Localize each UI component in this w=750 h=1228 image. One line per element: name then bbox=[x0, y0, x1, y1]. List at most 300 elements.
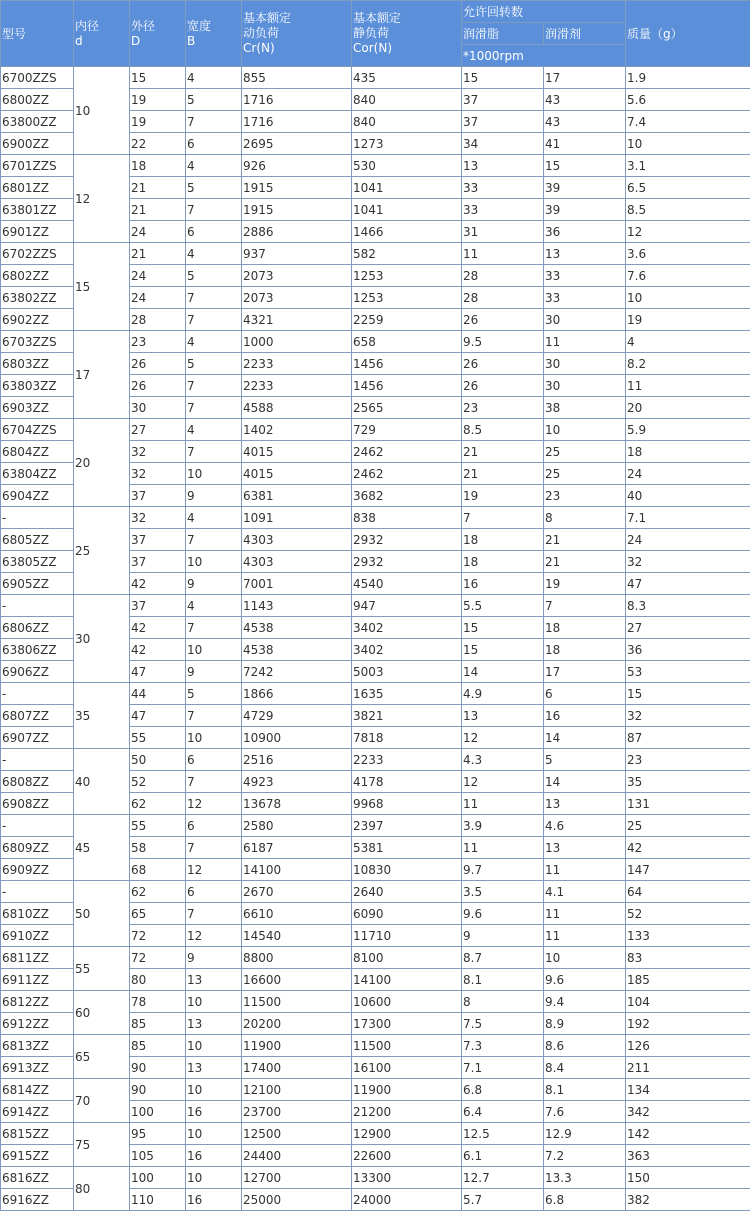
cell-dynamic-load: 2695 bbox=[242, 133, 352, 155]
cell-dynamic-load: 4303 bbox=[242, 551, 352, 573]
cell-model: 6808ZZ bbox=[1, 771, 74, 793]
cell-grease-speed: 33 bbox=[462, 177, 544, 199]
cell-static-load: 1635 bbox=[352, 683, 462, 705]
cell-model: 6700ZZS bbox=[1, 67, 74, 89]
cell-static-load: 2462 bbox=[352, 463, 462, 485]
cell-mass: 8.3 bbox=[626, 595, 750, 617]
cell-inner-diameter: 50 bbox=[74, 881, 130, 947]
header-allowed-speed: 允许回转数 bbox=[462, 1, 626, 23]
cell-width: 9 bbox=[186, 947, 242, 969]
cell-outer-diameter: 21 bbox=[130, 199, 186, 221]
cell-grease-speed: 6.8 bbox=[462, 1079, 544, 1101]
cell-model: 6901ZZ bbox=[1, 221, 74, 243]
cell-width: 13 bbox=[186, 969, 242, 991]
cell-oil-speed: 11 bbox=[544, 331, 626, 353]
cell-outer-diameter: 21 bbox=[130, 243, 186, 265]
cell-static-load: 1041 bbox=[352, 177, 462, 199]
cell-mass: 142 bbox=[626, 1123, 750, 1145]
cell-dynamic-load: 2670 bbox=[242, 881, 352, 903]
cell-mass: 36 bbox=[626, 639, 750, 661]
cell-model: 6905ZZ bbox=[1, 573, 74, 595]
cell-model: - bbox=[1, 507, 74, 529]
table-row bbox=[1, 419, 750, 441]
cell-dynamic-load: 1866 bbox=[242, 683, 352, 705]
cell-model: 6900ZZ bbox=[1, 133, 74, 155]
cell-model: 6814ZZ bbox=[1, 1079, 74, 1101]
cell-oil-speed: 14 bbox=[544, 727, 626, 749]
cell-dynamic-load: 926 bbox=[242, 155, 352, 177]
cell-dynamic-load: 1716 bbox=[242, 89, 352, 111]
cell-static-load: 7818 bbox=[352, 727, 462, 749]
cell-model: 6913ZZ bbox=[1, 1057, 74, 1079]
cell-model: 63804ZZ bbox=[1, 463, 74, 485]
cell-grease-speed: 5.5 bbox=[462, 595, 544, 617]
cell-mass: 134 bbox=[626, 1079, 750, 1101]
cell-inner-diameter: 65 bbox=[74, 1035, 130, 1079]
cell-width: 13 bbox=[186, 1013, 242, 1035]
cell-oil-speed: 38 bbox=[544, 397, 626, 419]
cell-outer-diameter: 23 bbox=[130, 331, 186, 353]
cell-oil-speed: 18 bbox=[544, 617, 626, 639]
cell-mass: 7.6 bbox=[626, 265, 750, 287]
cell-mass: 32 bbox=[626, 705, 750, 727]
cell-width: 9 bbox=[186, 485, 242, 507]
cell-width: 6 bbox=[186, 815, 242, 837]
cell-model: 6904ZZ bbox=[1, 485, 74, 507]
cell-static-load: 6090 bbox=[352, 903, 462, 925]
cell-width: 7 bbox=[186, 111, 242, 133]
cell-width: 4 bbox=[186, 155, 242, 177]
cell-grease-speed: 12.7 bbox=[462, 1167, 544, 1189]
cell-width: 5 bbox=[186, 353, 242, 375]
cell-width: 10 bbox=[186, 1035, 242, 1057]
cell-grease-speed: 6.1 bbox=[462, 1145, 544, 1167]
cell-outer-diameter: 28 bbox=[130, 309, 186, 331]
cell-grease-speed: 21 bbox=[462, 463, 544, 485]
cell-mass: 3.1 bbox=[626, 155, 750, 177]
table-row bbox=[1, 815, 750, 837]
cell-width: 5 bbox=[186, 177, 242, 199]
cell-inner-diameter: 35 bbox=[74, 683, 130, 749]
cell-grease-speed: 12 bbox=[462, 727, 544, 749]
cell-oil-speed: 13.3 bbox=[544, 1167, 626, 1189]
cell-static-load: 14100 bbox=[352, 969, 462, 991]
cell-static-load: 1041 bbox=[352, 199, 462, 221]
cell-model: 6910ZZ bbox=[1, 925, 74, 947]
cell-static-load: 22600 bbox=[352, 1145, 462, 1167]
cell-outer-diameter: 26 bbox=[130, 375, 186, 397]
cell-dynamic-load: 855 bbox=[242, 67, 352, 89]
cell-grease-speed: 7 bbox=[462, 507, 544, 529]
cell-oil-speed: 11 bbox=[544, 925, 626, 947]
cell-oil-speed: 13 bbox=[544, 793, 626, 815]
cell-width: 12 bbox=[186, 925, 242, 947]
cell-grease-speed: 9 bbox=[462, 925, 544, 947]
cell-width: 5 bbox=[186, 265, 242, 287]
cell-outer-diameter: 90 bbox=[130, 1057, 186, 1079]
cell-model: 6907ZZ bbox=[1, 727, 74, 749]
cell-model: 6815ZZ bbox=[1, 1123, 74, 1145]
cell-oil-speed: 10 bbox=[544, 419, 626, 441]
cell-dynamic-load: 12700 bbox=[242, 1167, 352, 1189]
cell-model: 6804ZZ bbox=[1, 441, 74, 463]
cell-grease-speed: 26 bbox=[462, 375, 544, 397]
table-row bbox=[1, 947, 750, 969]
cell-mass: 24 bbox=[626, 529, 750, 551]
cell-grease-speed: 7.1 bbox=[462, 1057, 544, 1079]
cell-model: 6805ZZ bbox=[1, 529, 74, 551]
cell-mass: 25 bbox=[626, 815, 750, 837]
cell-grease-speed: 34 bbox=[462, 133, 544, 155]
cell-width: 7 bbox=[186, 287, 242, 309]
cell-inner-diameter: 17 bbox=[74, 331, 130, 419]
cell-dynamic-load: 4729 bbox=[242, 705, 352, 727]
cell-oil-speed: 43 bbox=[544, 89, 626, 111]
cell-grease-speed: 11 bbox=[462, 837, 544, 859]
table-row bbox=[1, 1035, 750, 1057]
cell-dynamic-load: 6610 bbox=[242, 903, 352, 925]
cell-width: 7 bbox=[186, 397, 242, 419]
cell-static-load: 4540 bbox=[352, 573, 462, 595]
cell-static-load: 9968 bbox=[352, 793, 462, 815]
cell-outer-diameter: 42 bbox=[130, 639, 186, 661]
cell-oil-speed: 11 bbox=[544, 859, 626, 881]
cell-model: 6806ZZ bbox=[1, 617, 74, 639]
cell-oil-speed: 6 bbox=[544, 683, 626, 705]
cell-model: - bbox=[1, 683, 74, 705]
header-outer-diameter: 外径 D bbox=[130, 1, 186, 67]
cell-model: 63802ZZ bbox=[1, 287, 74, 309]
cell-outer-diameter: 24 bbox=[130, 287, 186, 309]
cell-grease-speed: 15 bbox=[462, 617, 544, 639]
cell-grease-speed: 4.9 bbox=[462, 683, 544, 705]
cell-mass: 185 bbox=[626, 969, 750, 991]
cell-static-load: 840 bbox=[352, 111, 462, 133]
cell-grease-speed: 33 bbox=[462, 199, 544, 221]
cell-width: 7 bbox=[186, 375, 242, 397]
cell-mass: 5.6 bbox=[626, 89, 750, 111]
cell-mass: 192 bbox=[626, 1013, 750, 1035]
cell-oil-speed: 13 bbox=[544, 837, 626, 859]
cell-grease-speed: 12 bbox=[462, 771, 544, 793]
cell-dynamic-load: 1143 bbox=[242, 595, 352, 617]
cell-model: 6914ZZ bbox=[1, 1101, 74, 1123]
cell-model: 6803ZZ bbox=[1, 353, 74, 375]
cell-static-load: 840 bbox=[352, 89, 462, 111]
cell-outer-diameter: 32 bbox=[130, 463, 186, 485]
cell-mass: 47 bbox=[626, 573, 750, 595]
cell-grease-speed: 19 bbox=[462, 485, 544, 507]
cell-oil-speed: 21 bbox=[544, 551, 626, 573]
cell-mass: 53 bbox=[626, 661, 750, 683]
header-inner-diameter: 内径 d bbox=[74, 1, 130, 67]
cell-inner-diameter: 75 bbox=[74, 1123, 130, 1167]
table-row bbox=[1, 507, 750, 529]
cell-model: 6813ZZ bbox=[1, 1035, 74, 1057]
cell-width: 6 bbox=[186, 881, 242, 903]
cell-dynamic-load: 2073 bbox=[242, 265, 352, 287]
cell-static-load: 1466 bbox=[352, 221, 462, 243]
cell-oil-speed: 23 bbox=[544, 485, 626, 507]
cell-dynamic-load: 7242 bbox=[242, 661, 352, 683]
cell-grease-speed: 8.5 bbox=[462, 419, 544, 441]
cell-width: 7 bbox=[186, 837, 242, 859]
cell-static-load: 2397 bbox=[352, 815, 462, 837]
cell-width: 10 bbox=[186, 991, 242, 1013]
cell-model: 6802ZZ bbox=[1, 265, 74, 287]
cell-model: 6912ZZ bbox=[1, 1013, 74, 1035]
cell-width: 10 bbox=[186, 727, 242, 749]
cell-outer-diameter: 30 bbox=[130, 397, 186, 419]
cell-model: 6915ZZ bbox=[1, 1145, 74, 1167]
cell-static-load: 11500 bbox=[352, 1035, 462, 1057]
cell-width: 16 bbox=[186, 1189, 242, 1211]
cell-dynamic-load: 23700 bbox=[242, 1101, 352, 1123]
cell-oil-speed: 4.1 bbox=[544, 881, 626, 903]
cell-static-load: 658 bbox=[352, 331, 462, 353]
cell-outer-diameter: 95 bbox=[130, 1123, 186, 1145]
table-row bbox=[1, 67, 750, 89]
cell-static-load: 435 bbox=[352, 67, 462, 89]
cell-outer-diameter: 24 bbox=[130, 265, 186, 287]
cell-dynamic-load: 14100 bbox=[242, 859, 352, 881]
cell-mass: 8.5 bbox=[626, 199, 750, 221]
table-row bbox=[1, 243, 750, 265]
cell-static-load: 947 bbox=[352, 595, 462, 617]
cell-oil-speed: 4.6 bbox=[544, 815, 626, 837]
cell-mass: 18 bbox=[626, 441, 750, 463]
cell-mass: 10 bbox=[626, 133, 750, 155]
cell-grease-speed: 13 bbox=[462, 705, 544, 727]
cell-width: 4 bbox=[186, 507, 242, 529]
cell-dynamic-load: 13678 bbox=[242, 793, 352, 815]
cell-mass: 52 bbox=[626, 903, 750, 925]
cell-mass: 342 bbox=[626, 1101, 750, 1123]
cell-model: 6701ZZS bbox=[1, 155, 74, 177]
cell-grease-speed: 18 bbox=[462, 551, 544, 573]
cell-oil-speed: 12.9 bbox=[544, 1123, 626, 1145]
cell-static-load: 3402 bbox=[352, 617, 462, 639]
cell-oil-speed: 30 bbox=[544, 309, 626, 331]
cell-inner-diameter: 40 bbox=[74, 749, 130, 815]
cell-model: 6800ZZ bbox=[1, 89, 74, 111]
cell-model: 6902ZZ bbox=[1, 309, 74, 331]
cell-dynamic-load: 1915 bbox=[242, 177, 352, 199]
table-row bbox=[1, 881, 750, 903]
cell-dynamic-load: 4015 bbox=[242, 441, 352, 463]
cell-oil-speed: 17 bbox=[544, 661, 626, 683]
cell-width: 10 bbox=[186, 1123, 242, 1145]
cell-dynamic-load: 1091 bbox=[242, 507, 352, 529]
cell-model: 63806ZZ bbox=[1, 639, 74, 661]
cell-static-load: 2233 bbox=[352, 749, 462, 771]
cell-model: - bbox=[1, 749, 74, 771]
cell-width: 12 bbox=[186, 793, 242, 815]
cell-mass: 24 bbox=[626, 463, 750, 485]
cell-grease-speed: 15 bbox=[462, 639, 544, 661]
cell-static-load: 3821 bbox=[352, 705, 462, 727]
cell-width: 7 bbox=[186, 617, 242, 639]
cell-dynamic-load: 2886 bbox=[242, 221, 352, 243]
cell-width: 7 bbox=[186, 705, 242, 727]
cell-static-load: 582 bbox=[352, 243, 462, 265]
cell-mass: 10 bbox=[626, 287, 750, 309]
table-row bbox=[1, 155, 750, 177]
cell-grease-speed: 26 bbox=[462, 309, 544, 331]
cell-grease-speed: 16 bbox=[462, 573, 544, 595]
cell-mass: 7.4 bbox=[626, 111, 750, 133]
cell-mass: 1.9 bbox=[626, 67, 750, 89]
cell-outer-diameter: 18 bbox=[130, 155, 186, 177]
cell-oil-speed: 25 bbox=[544, 441, 626, 463]
cell-outer-diameter: 22 bbox=[130, 133, 186, 155]
cell-mass: 104 bbox=[626, 991, 750, 1013]
cell-static-load: 16100 bbox=[352, 1057, 462, 1079]
cell-static-load: 729 bbox=[352, 419, 462, 441]
cell-mass: 131 bbox=[626, 793, 750, 815]
cell-oil-speed: 41 bbox=[544, 133, 626, 155]
cell-grease-speed: 9.5 bbox=[462, 331, 544, 353]
cell-dynamic-load: 6381 bbox=[242, 485, 352, 507]
cell-dynamic-load: 6187 bbox=[242, 837, 352, 859]
cell-model: 6811ZZ bbox=[1, 947, 74, 969]
cell-inner-diameter: 12 bbox=[74, 155, 130, 243]
cell-width: 4 bbox=[186, 419, 242, 441]
cell-static-load: 3682 bbox=[352, 485, 462, 507]
cell-model: 6911ZZ bbox=[1, 969, 74, 991]
cell-dynamic-load: 11900 bbox=[242, 1035, 352, 1057]
cell-dynamic-load: 1915 bbox=[242, 199, 352, 221]
cell-dynamic-load: 4923 bbox=[242, 771, 352, 793]
cell-grease-speed: 28 bbox=[462, 265, 544, 287]
cell-model: - bbox=[1, 595, 74, 617]
cell-static-load: 2565 bbox=[352, 397, 462, 419]
cell-grease-speed: 37 bbox=[462, 111, 544, 133]
cell-oil-speed: 16 bbox=[544, 705, 626, 727]
cell-oil-speed: 14 bbox=[544, 771, 626, 793]
cell-dynamic-load: 12500 bbox=[242, 1123, 352, 1145]
cell-static-load: 21200 bbox=[352, 1101, 462, 1123]
cell-width: 7 bbox=[186, 199, 242, 221]
cell-oil-speed: 19 bbox=[544, 573, 626, 595]
table-body bbox=[1, 67, 750, 1211]
cell-mass: 7.1 bbox=[626, 507, 750, 529]
cell-grease-speed: 23 bbox=[462, 397, 544, 419]
table-row bbox=[1, 331, 750, 353]
cell-dynamic-load: 4015 bbox=[242, 463, 352, 485]
cell-grease-speed: 21 bbox=[462, 441, 544, 463]
cell-outer-diameter: 58 bbox=[130, 837, 186, 859]
cell-width: 4 bbox=[186, 67, 242, 89]
cell-mass: 6.5 bbox=[626, 177, 750, 199]
cell-mass: 15 bbox=[626, 683, 750, 705]
cell-dynamic-load: 4588 bbox=[242, 397, 352, 419]
cell-outer-diameter: 37 bbox=[130, 595, 186, 617]
cell-width: 10 bbox=[186, 1167, 242, 1189]
cell-width: 9 bbox=[186, 573, 242, 595]
cell-width: 10 bbox=[186, 639, 242, 661]
cell-dynamic-load: 4321 bbox=[242, 309, 352, 331]
cell-oil-speed: 30 bbox=[544, 353, 626, 375]
cell-mass: 32 bbox=[626, 551, 750, 573]
cell-outer-diameter: 72 bbox=[130, 925, 186, 947]
cell-inner-diameter: 25 bbox=[74, 507, 130, 595]
cell-dynamic-load: 12100 bbox=[242, 1079, 352, 1101]
cell-outer-diameter: 62 bbox=[130, 881, 186, 903]
table-row bbox=[1, 683, 750, 705]
cell-static-load: 2932 bbox=[352, 551, 462, 573]
cell-oil-speed: 13 bbox=[544, 243, 626, 265]
table-row bbox=[1, 1079, 750, 1101]
cell-outer-diameter: 21 bbox=[130, 177, 186, 199]
cell-oil-speed: 8 bbox=[544, 507, 626, 529]
cell-dynamic-load: 2073 bbox=[242, 287, 352, 309]
cell-outer-diameter: 37 bbox=[130, 529, 186, 551]
cell-outer-diameter: 19 bbox=[130, 111, 186, 133]
cell-model: 6809ZZ bbox=[1, 837, 74, 859]
cell-oil-speed: 7 bbox=[544, 595, 626, 617]
cell-mass: 363 bbox=[626, 1145, 750, 1167]
cell-grease-speed: 11 bbox=[462, 793, 544, 815]
cell-oil-speed: 7.2 bbox=[544, 1145, 626, 1167]
cell-outer-diameter: 19 bbox=[130, 89, 186, 111]
cell-inner-diameter: 30 bbox=[74, 595, 130, 683]
cell-grease-speed: 37 bbox=[462, 89, 544, 111]
cell-dynamic-load: 1000 bbox=[242, 331, 352, 353]
cell-oil-speed: 17 bbox=[544, 67, 626, 89]
cell-oil-speed: 39 bbox=[544, 177, 626, 199]
cell-grease-speed: 9.7 bbox=[462, 859, 544, 881]
cell-oil-speed: 18 bbox=[544, 639, 626, 661]
cell-oil-speed: 39 bbox=[544, 199, 626, 221]
cell-dynamic-load: 4303 bbox=[242, 529, 352, 551]
cell-oil-speed: 25 bbox=[544, 463, 626, 485]
cell-width: 5 bbox=[186, 89, 242, 111]
cell-grease-speed: 7.5 bbox=[462, 1013, 544, 1035]
cell-grease-speed: 6.4 bbox=[462, 1101, 544, 1123]
cell-outer-diameter: 47 bbox=[130, 661, 186, 683]
cell-oil-speed: 30 bbox=[544, 375, 626, 397]
cell-mass: 3.6 bbox=[626, 243, 750, 265]
cell-outer-diameter: 78 bbox=[130, 991, 186, 1013]
cell-static-load: 24000 bbox=[352, 1189, 462, 1211]
cell-model: 6908ZZ bbox=[1, 793, 74, 815]
cell-model: 6702ZZS bbox=[1, 243, 74, 265]
cell-width: 6 bbox=[186, 221, 242, 243]
cell-model: - bbox=[1, 881, 74, 903]
cell-mass: 83 bbox=[626, 947, 750, 969]
cell-oil-speed: 8.6 bbox=[544, 1035, 626, 1057]
cell-outer-diameter: 85 bbox=[130, 1035, 186, 1057]
cell-mass: 147 bbox=[626, 859, 750, 881]
cell-inner-diameter: 10 bbox=[74, 67, 130, 155]
cell-mass: 5.9 bbox=[626, 419, 750, 441]
cell-oil-speed: 9.4 bbox=[544, 991, 626, 1013]
cell-oil-speed: 7.6 bbox=[544, 1101, 626, 1123]
cell-outer-diameter: 15 bbox=[130, 67, 186, 89]
cell-outer-diameter: 26 bbox=[130, 353, 186, 375]
cell-mass: 64 bbox=[626, 881, 750, 903]
cell-static-load: 1456 bbox=[352, 353, 462, 375]
cell-grease-speed: 11 bbox=[462, 243, 544, 265]
cell-outer-diameter: 100 bbox=[130, 1101, 186, 1123]
cell-width: 7 bbox=[186, 903, 242, 925]
cell-outer-diameter: 37 bbox=[130, 551, 186, 573]
cell-model: 63801ZZ bbox=[1, 199, 74, 221]
cell-static-load: 10830 bbox=[352, 859, 462, 881]
cell-outer-diameter: 55 bbox=[130, 815, 186, 837]
cell-mass: 20 bbox=[626, 397, 750, 419]
